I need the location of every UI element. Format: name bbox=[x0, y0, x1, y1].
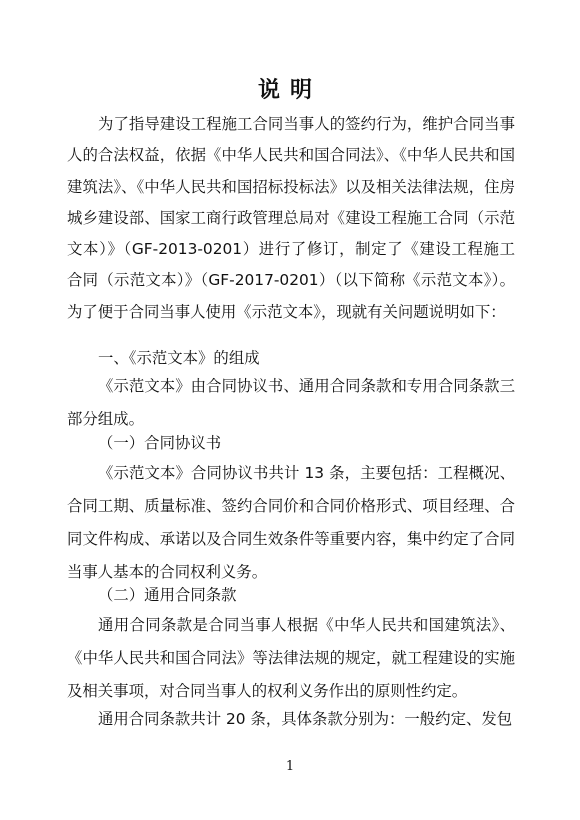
page-title: 说明 bbox=[257, 77, 322, 103]
subsection-heading-general-terms: （二）通用合同条款 bbox=[98, 586, 237, 604]
page-number: 1 bbox=[285, 759, 295, 774]
composition-paragraph: 《示范文本》由合同协议书、通用合同条款和专用合同条款三部分组成。 bbox=[67, 377, 515, 428]
subsection-heading-agreement: （一）合同协议书 bbox=[98, 434, 222, 452]
section-heading-composition: 一、《示范文本》的组成 bbox=[98, 349, 260, 367]
general-terms-count-paragraph: 通用合同条款共计 20 条，具体条款分别为：一般约定、发包 bbox=[98, 710, 513, 728]
intro-paragraph: 为了指导建设工程施工合同当事人的签约行为，维护合同当事人的合法权益，依据《中华人民共和国合同法》、《中华人民共和国建筑法》、《中华人民共和国招标投标法》以及相关法律法规，住房城乡建设部、国家工商行政管理总局对《建设工程施工合同（示范文本）》（GF-2013-0201）进行了修订，制定了《建设工程施工合同（示范文本）》（GF-2017-0201）（以下简称《示范文本》）。为了便于合同当事人使用《示范文本》，现就有关问题说明如下： bbox=[67, 115, 515, 321]
agreement-paragraph: 《示范文本》合同协议书共计 13 条，主要包括：工程概况、合同工期、质量标准、签约合同价和合同价格形式、项目经理、合同文件构成、承诺以及合同生效条件等重要内容，集中约定了合同当事人基本的合同权利义务。 bbox=[67, 464, 515, 581]
general-terms-paragraph: 通用合同条款是合同当事人根据《中华人民共和国建筑法》、《中华人民共和国合同法》等法律法规的规定，就工程建设的实施及相关事项，对合同当事人的权利义务作出的原则性约定。 bbox=[67, 616, 515, 700]
